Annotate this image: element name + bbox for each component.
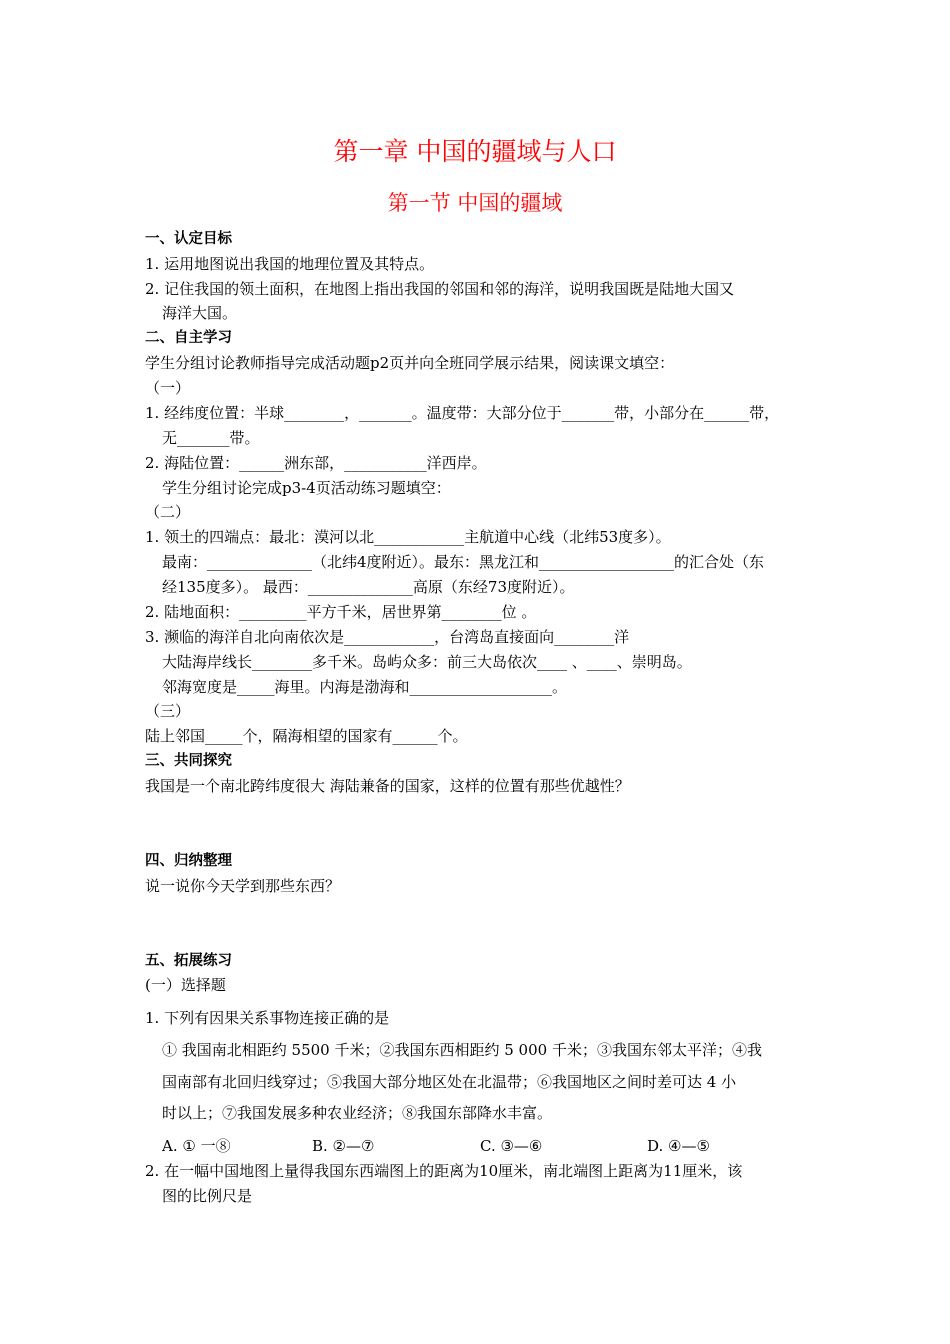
option-b: B. ②—⑦ — [312, 1137, 375, 1155]
option-a: A. ① 一⑧ — [162, 1137, 231, 1155]
part-three-label: （三） — [145, 702, 191, 720]
heading-goals: 一、认定目标 — [145, 231, 232, 247]
heading-practice: 五、拓展练习 — [145, 953, 232, 969]
activity-instructions: 学生分组讨论完成p3-4页活动练习题填空： — [162, 479, 451, 497]
question-1: 1. 下列有因果关系事物连接正确的是 — [145, 1009, 390, 1027]
question-1-statements-a: ① 我国南北相距约 5500 千米；②我国东西相距约 5 000 千米；③我国东邻太平洋；④我 — [162, 1041, 762, 1059]
question-1-statements-c: 时以上；⑦我国发展多种农业经济；⑧我国东部降水丰富。 — [162, 1104, 553, 1122]
question-2: 2. 在一幅中国地图上量得我国东西端图上的距离为10厘米，南北端图上距离为11厘米，该 — [145, 1162, 743, 1180]
goal-1: 1. 运用地图说出我国的地理位置及其特点。 — [145, 255, 435, 273]
extreme-points-question: 1. 领土的四端点：最北：漠河以北____________主航道中心线（北纬53度多）。 — [145, 528, 671, 546]
part-one-label: （一） — [145, 379, 191, 397]
heading-summary: 四、归纳整理 — [145, 853, 232, 869]
explore-question: 我国是一个南北跨纬度很大 海陆兼备的国家，这样的位置有那些优越性？ — [145, 777, 630, 795]
latlong-question-continued: 无_______带。 — [162, 429, 260, 447]
coastline-islands-question: 大陆海岸线长________多千米。岛屿众多：前三大岛依次____ 、____、崇明岛。 — [162, 653, 692, 671]
heading-explore: 三、共同探究 — [145, 753, 232, 769]
territorial-sea-question: 邻海宽度是_____海里。内海是渤海和___________________。 — [162, 678, 568, 696]
question-1-statements-b: 国南部有北回归线穿过；⑤我国大部分地区处在北温带；⑥我国地区之间时差可达 4 小 — [162, 1073, 737, 1091]
part-two-label: （二） — [145, 503, 191, 521]
latlong-question: 1. 经纬度位置：半球________，_______。温度带：大部分位于_______带，小部分在______带， — [145, 404, 780, 422]
extreme-points-west: 经135度多）。 最西：______________高原（东经73度附近）。 — [162, 578, 575, 596]
question-2-continued: 图的比例尺是 — [162, 1187, 253, 1205]
adjacent-seas-question: 3. 濒临的海洋自北向南依次是____________，台湾岛直接面向________洋 — [145, 628, 630, 646]
goal-2: 2. 记住我国的领土面积，在地图上指出我国的邻国和邻的海洋，说明我国既是陆地大国又 — [145, 280, 735, 298]
study-instructions: 学生分组讨论教师指导完成活动题p2页并向全班同学展示结果，阅读课文填空： — [145, 354, 675, 372]
land-area-question: 2. 陆地面积：_________平方千米，居世界第________位 。 — [145, 603, 537, 621]
summary-question: 说一说你今天学到那些东西？ — [145, 877, 341, 895]
heading-self-study: 二、自主学习 — [145, 330, 232, 346]
extreme-points-south-east: 最南：______________（北纬4度附近）。最东：黑龙江和__________________的汇合处（东 — [162, 553, 765, 571]
neighbors-question: 陆上邻国_____个，隔海相望的国家有______个。 — [145, 727, 468, 745]
section-title: 第一节 中国的疆域 — [387, 191, 563, 215]
land-sea-position-question: 2. 海陆位置：______洲东部，___________洋西岸。 — [145, 454, 487, 472]
option-d: D. ④—⑤ — [647, 1137, 710, 1155]
chapter-title: 第一章 中国的疆域与人口 — [333, 137, 617, 166]
option-c: C. ③—⑥ — [480, 1137, 543, 1155]
multiple-choice-label: (一）选择题 — [145, 976, 226, 994]
goal-2-continued: 海洋大国。 — [162, 304, 238, 322]
